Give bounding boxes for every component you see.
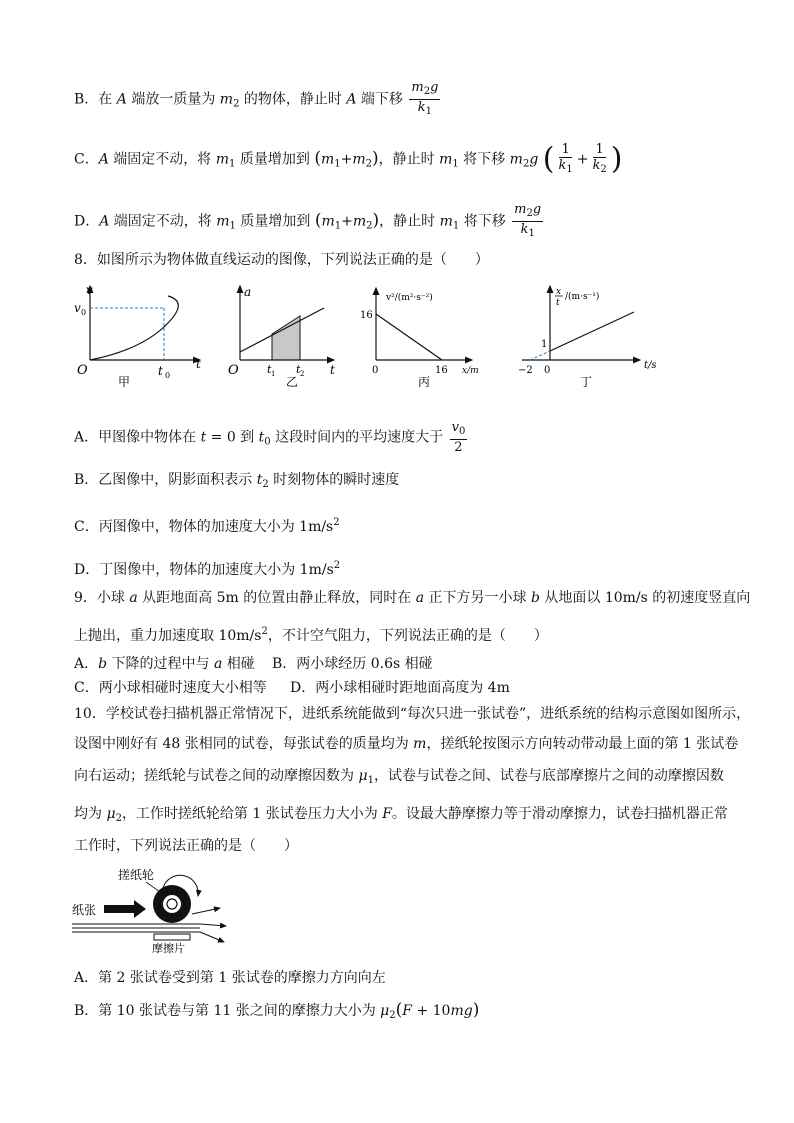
out-arrow-1 [192, 908, 220, 914]
y-label: a [244, 285, 252, 299]
sub: 2 [115, 813, 122, 824]
sub: 2 [365, 158, 372, 170]
text: 将下移 [459, 213, 511, 230]
q8-option-d [74, 556, 340, 580]
sub: 1 [566, 164, 573, 175]
text: 均为 [74, 806, 107, 822]
text: 质量增加到 [235, 213, 315, 230]
paper-label: 纸张 [72, 903, 97, 917]
x-label: t [330, 363, 335, 377]
text: 从距地面高 5m 的位置由静止释放，同时在 [137, 590, 416, 606]
q7-option-c [74, 142, 622, 177]
pad-label: 摩擦片 [152, 942, 185, 955]
sup: 2 [333, 560, 341, 571]
graph-jia [74, 283, 201, 389]
sub: 1 [425, 106, 433, 117]
sym-k: k [558, 158, 567, 173]
sym-b: b [98, 656, 108, 672]
sym-F: F [402, 1003, 413, 1019]
q9-stem-line2 [74, 622, 548, 646]
sym-k: k [417, 100, 426, 115]
q10-option-a: A．第 2 张试卷受到第 1 张试卷的摩擦力方向向左 [74, 970, 386, 986]
line [550, 312, 634, 351]
graph-label: 丁 [580, 375, 593, 389]
sym-k: k [592, 158, 601, 173]
sub: 1 [452, 158, 459, 170]
text: 将下移 [458, 151, 510, 168]
sym-a: a [129, 590, 138, 606]
sym-t: t [258, 429, 265, 446]
q8-option-c [74, 513, 340, 537]
v0-sub: 0 [81, 308, 87, 317]
sym-A: A [98, 151, 109, 168]
q9-option-b: B．两小球经历 0.6s 相碰 [272, 656, 433, 672]
q9-option-c: C．两小球相碰时速度大小相等 [74, 680, 267, 696]
graph-label: 乙 [286, 375, 299, 389]
sub: 2 [600, 164, 607, 175]
sym-A: A [116, 91, 127, 108]
x-tick-16: 16 [435, 365, 448, 376]
sub: 1 [334, 158, 341, 170]
sym-v: v [451, 420, 459, 435]
paren: ( [314, 148, 321, 169]
graph-bing [360, 288, 479, 389]
den: 2 [454, 440, 463, 455]
sym-m: m [216, 213, 230, 230]
sym-mu: μ [106, 806, 116, 822]
text: 9．小球 [74, 590, 130, 606]
paper-feed-diagram [68, 866, 248, 956]
origin-label: O [228, 363, 239, 378]
graph-ding [518, 286, 657, 389]
text: 相碰 [222, 656, 255, 672]
text: 端放一质量为 [126, 91, 220, 108]
graph-label: 甲 [118, 375, 131, 389]
text: 从地面以 10m/s 的初速度竖直向 [539, 590, 751, 606]
sym-mu: μ [358, 768, 368, 784]
paren: ) [372, 210, 380, 231]
out-arrow-2 [200, 924, 226, 926]
paren: ) [472, 1000, 480, 1020]
text: ，试卷与试卷之间、试卷与底部摩擦片之间的动摩擦因数 [373, 768, 724, 784]
sym-g: g [430, 80, 439, 95]
sym-A: A [346, 91, 357, 108]
out-arrow-3 [200, 932, 224, 942]
sub: 2 [262, 479, 269, 490]
text: ，静止时 [379, 213, 440, 230]
q8-option-b [74, 470, 399, 495]
sub: 2 [423, 86, 431, 97]
text: B．在 [74, 91, 117, 108]
origin-label: O [77, 363, 88, 378]
q8-stem: 8．如图所示为物体做直线运动的图像，下列说法正确的是（ ） [74, 252, 489, 268]
text: 下降的过程中与 [107, 656, 214, 672]
text: 的物体，静止时 [239, 91, 347, 108]
text: = 0 到 [206, 429, 259, 446]
sym-m: m [439, 213, 453, 230]
x-tick-neg2: −2 [518, 365, 533, 376]
sym-m: m [352, 213, 367, 230]
fraction-1-over-k1 [556, 142, 574, 177]
q10-option-b [74, 1000, 479, 1026]
sym-a: a [214, 656, 223, 672]
text: ，不计空气阻力，下列说法正确的是（ ） [267, 628, 548, 644]
sym-m: m [320, 151, 335, 168]
origin-label: 0 [372, 365, 379, 376]
friction-pad [154, 934, 190, 940]
wheel-hub [167, 899, 177, 909]
text: 质量增加到 [235, 151, 315, 168]
q10-stem-line1: 10．学校试卷扫描机器正常情况下，进纸系统能做到“每次只进一张试卷”，进纸系统的结构示意图如图所示， [74, 706, 751, 722]
sym-m: m [219, 91, 234, 108]
sym-F: F [382, 806, 392, 822]
v0-label: v [74, 301, 81, 315]
origin-label: 0 [544, 365, 551, 376]
x-label: t [196, 357, 201, 371]
text: 端固定不动，将 [108, 151, 216, 168]
big-paren: ) [610, 141, 623, 177]
sub: 0 [264, 436, 271, 448]
sub: 1 [229, 220, 236, 232]
text: 。设最大静摩擦力等于滑动摩擦力，试卷扫描机器正常 [391, 806, 728, 822]
sym-g: g [529, 151, 539, 168]
y-label: v [86, 283, 93, 297]
sub: 1 [452, 220, 460, 232]
q9-option-a [74, 654, 255, 674]
text: A．甲图像中物体在 [74, 429, 201, 446]
q9-stem-line1 [74, 588, 750, 608]
y-tick-1: 1 [541, 339, 548, 350]
plus: + [576, 151, 589, 168]
y-frac-bottom: t [556, 298, 560, 308]
text: ，静止时 [378, 151, 440, 168]
paren: ) [372, 148, 379, 169]
num: 1 [561, 142, 570, 157]
text: D．丁图像中，物体的加速度大小为 1m/s [74, 562, 334, 578]
text: ，搓纸轮按图示方向转动带动最上面的第 1 张试卷 [426, 736, 739, 752]
y-label: v²/(m²·s⁻²) [386, 293, 433, 303]
text: D． [74, 213, 100, 230]
x-label: t/s [644, 360, 657, 371]
sym-t: t [256, 472, 263, 488]
sub: 2 [233, 98, 240, 110]
sym-mu: μ [380, 1003, 390, 1019]
graph-yi [228, 285, 335, 389]
fraction-v0-over-2 [450, 420, 468, 455]
plus: + [341, 213, 353, 230]
sym-m: m [352, 151, 366, 168]
text: ，工作时搓纸轮给第 1 张试卷压力大小为 [121, 806, 383, 822]
x-label: x/m [462, 366, 479, 376]
q8-option-a [74, 420, 469, 455]
text: 时刻物体的瞬时速度 [268, 472, 400, 488]
sym-k: k [520, 222, 529, 237]
sub: 2 [526, 208, 533, 219]
fraction-1-over-k2 [590, 142, 608, 177]
sym-m: m [321, 213, 335, 230]
t1-label: t [267, 363, 272, 376]
sub: 2 [522, 158, 530, 170]
q7-option-b [74, 80, 442, 119]
sub: 1 [367, 775, 374, 786]
sym-b: b [530, 590, 540, 606]
paper-feed-arrow [104, 900, 146, 918]
sub: 2 [389, 1010, 396, 1021]
q10-stem-line2 [74, 734, 738, 754]
q7-option-d [74, 202, 545, 241]
line [376, 314, 442, 360]
text: + 10 [412, 1003, 451, 1019]
curve [90, 296, 178, 360]
plus: + [340, 151, 353, 168]
text: B．第 10 张试卷与第 11 张之间的摩擦力大小为 [74, 1003, 381, 1019]
text: A． [74, 656, 99, 672]
sup: 2 [261, 626, 268, 637]
text: 正下方另一小球 [424, 590, 531, 606]
num: 1 [595, 142, 604, 157]
fraction-m2g-over-k1 [512, 202, 543, 241]
text: 端固定不动，将 [109, 213, 217, 230]
sym-a: a [415, 590, 425, 606]
sym-m: m [411, 80, 424, 95]
text: C． [74, 151, 99, 168]
sub: 1 [528, 228, 535, 239]
dashed-extension [530, 351, 550, 360]
t0-sub: 0 [165, 371, 171, 380]
sub: 0 [458, 426, 466, 437]
paren: ( [314, 210, 322, 231]
t1-sub: 1 [271, 370, 276, 378]
t2-sub: 2 [300, 370, 305, 378]
text: 设图中刚好有 48 张相同的试卷，每张试卷的质量均为 [74, 736, 414, 752]
sym-m: m [509, 151, 523, 168]
text: C．丙图像中，物体的加速度大小为 1m/s [74, 519, 334, 535]
text: 这段时间内的平均速度大于 [270, 429, 448, 446]
q8-graphs [60, 280, 680, 392]
t0-label: t [158, 364, 163, 378]
sup: 2 [333, 517, 340, 528]
text: B．乙图像中，阴影面积表示 [74, 472, 257, 488]
sym-mg: mg [450, 1003, 473, 1019]
y-tick-16: 16 [360, 310, 373, 321]
wheel-pointer [146, 882, 160, 892]
graph-label: 丙 [418, 375, 431, 389]
q10-stem-line4 [74, 804, 728, 829]
text: 上抛出，重力加速度取 10m/s [74, 628, 262, 644]
sub: 1 [229, 158, 236, 170]
sym-g: g [532, 202, 542, 217]
big-paren: ( [542, 141, 555, 177]
sym-A: A [99, 213, 110, 230]
fraction-m2g-over-k1 [409, 80, 440, 119]
sym-m: m [215, 151, 230, 168]
sym-m: m [413, 736, 427, 752]
q10-stem-line5: 工作时，下列说法正确的是（ ） [74, 838, 298, 854]
wheel-label: 搓纸轮 [118, 868, 155, 882]
paren: ( [395, 1000, 403, 1020]
q10-stem-line3 [74, 766, 724, 791]
text: 向右运动；搓纸轮与试卷之间的动摩擦因数为 [74, 768, 359, 784]
y-unit: /(m·s⁻¹) [565, 292, 600, 302]
sub: 2 [366, 220, 373, 232]
q9-option-d: D．两小球相碰时距地面高度为 4m [290, 680, 510, 696]
sym-m: m [514, 202, 527, 217]
text: 端下移 [356, 91, 408, 108]
sub: 1 [334, 220, 342, 232]
sym-m: m [439, 151, 453, 168]
t2-label: t [296, 363, 301, 376]
sym-t: t [200, 429, 207, 446]
y-frac-top: x [556, 287, 562, 297]
